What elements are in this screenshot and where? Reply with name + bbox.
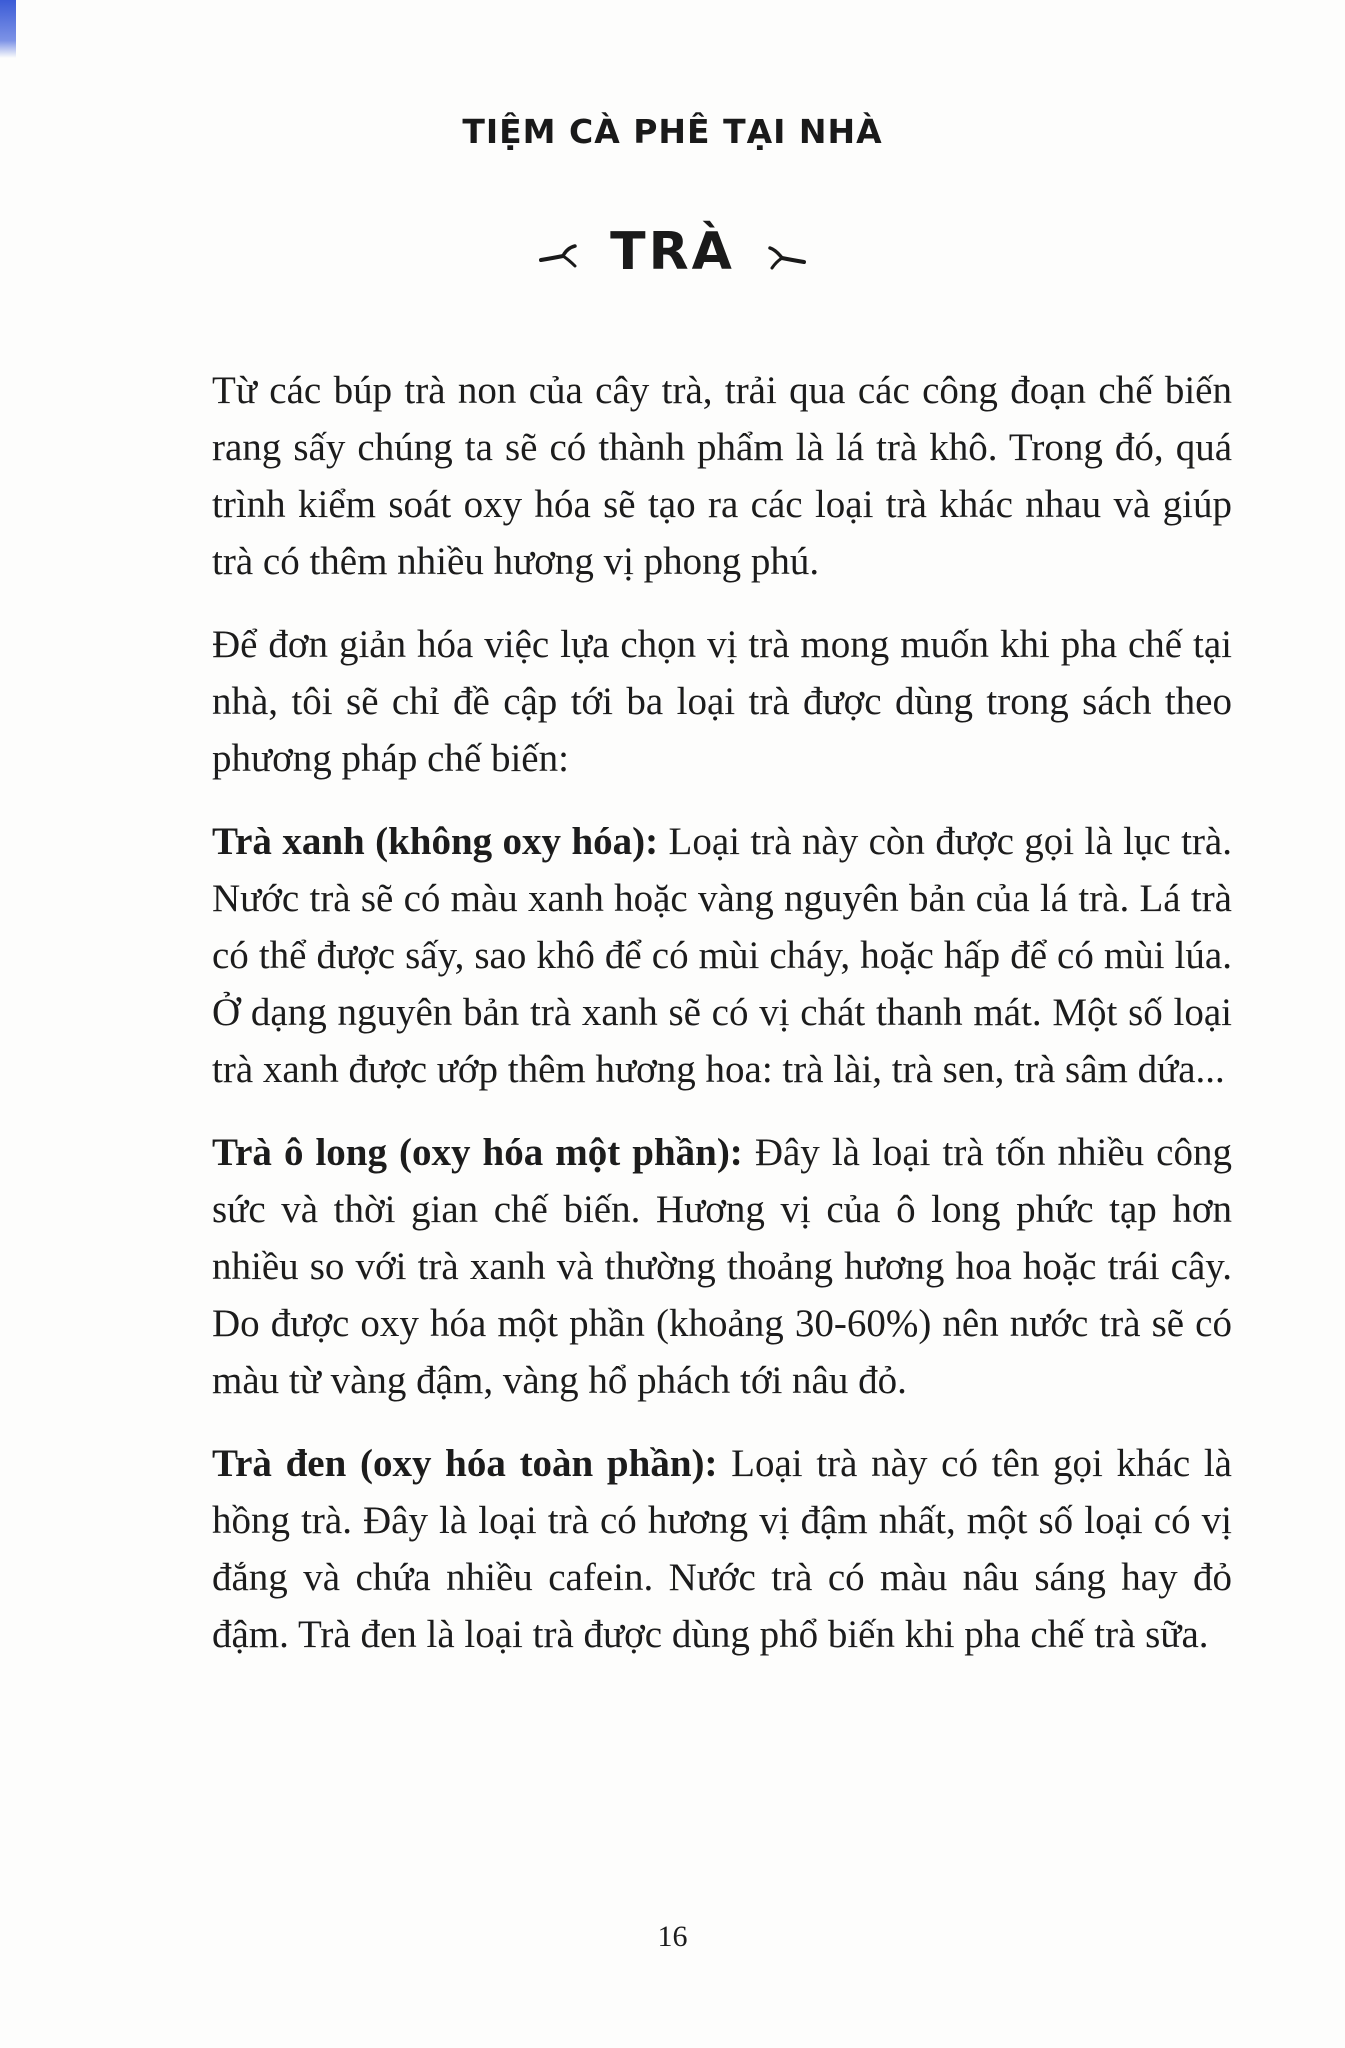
blue-corner-mark <box>0 0 16 58</box>
black-tea-description: Loại trà này có tên gọi khác là hồng trà. Đây là loại trà có hương vị đậm nhất, một số loại có vị đắng và chứa nhiều cafein. Nước trà có màu nâu sáng hay đỏ đậm. Trà đen là loại trà được dùng phổ biến khi pha chế trà sữa. <box>212 1442 1232 1656</box>
black-tea-paragraph <box>212 1435 1232 1663</box>
green-tea-term: Trà xanh (không oxy hóa): <box>212 820 659 863</box>
oolong-tea-term: Trà ô long (oxy hóa một phần): <box>212 1131 743 1174</box>
black-tea-term: Trà đen (oxy hóa toàn phần): <box>212 1442 718 1485</box>
green-tea-paragraph <box>212 813 1232 1098</box>
running-header: TIỆM CÀ PHÊ TẠI NHÀ <box>462 112 883 151</box>
oolong-tea-description: Đây là loại trà tốn nhiều công sức và thời gian chế biến. Hương vị của ô long phức tạp hơn nhiều so với trà xanh và thường thoảng hương hoa hoặc trái cây. Do được oxy hóa một phần (khoảng 30-60%) nên nước trà sẽ có màu từ vàng đậm, vàng hổ phách tới nâu đỏ. <box>212 1131 1232 1402</box>
intro-paragraph: Từ các búp trà non của cây trà, trải qua các công đoạn chế biến rang sấy chúng ta sẽ có thành phẩm là lá trà khô. Trong đó, quá trình kiểm soát oxy hóa sẽ tạo ra các loại trà khác nhau và giúp trà có thêm nhiều hương vị phong phú. <box>212 369 1232 583</box>
green-tea-description: Loại trà này còn được gọi là lục trà. Nước trà sẽ có màu xanh hoặc vàng nguyên bản của lá trà. Lá trà có thể được sấy, sao khô để có mùi cháy, hoặc hấp để có mùi lúa. Ở dạng nguyên bản trà xanh sẽ có vị chát thanh mát. Một số loại trà xanh được ướp thêm hương hoa: trà lài, trà sen, trà sâm dứa... <box>212 820 1232 1091</box>
right-sprig-icon <box>766 240 806 270</box>
chapter-title <box>0 222 1345 282</box>
selection-paragraph: Để đơn giản hóa việc lựa chọn vị trà mong muốn khi pha chế tại nhà, tôi sẽ chỉ đề cập tới ba loại trà được dùng trong sách theo phương pháp chế biến: <box>212 623 1232 780</box>
oolong-tea-paragraph <box>212 1124 1232 1409</box>
page-number: 16 <box>657 1920 688 1953</box>
body-text <box>212 362 1232 1689</box>
left-sprig-icon <box>539 240 579 270</box>
chapter-title-text: TRÀ <box>610 222 735 282</box>
